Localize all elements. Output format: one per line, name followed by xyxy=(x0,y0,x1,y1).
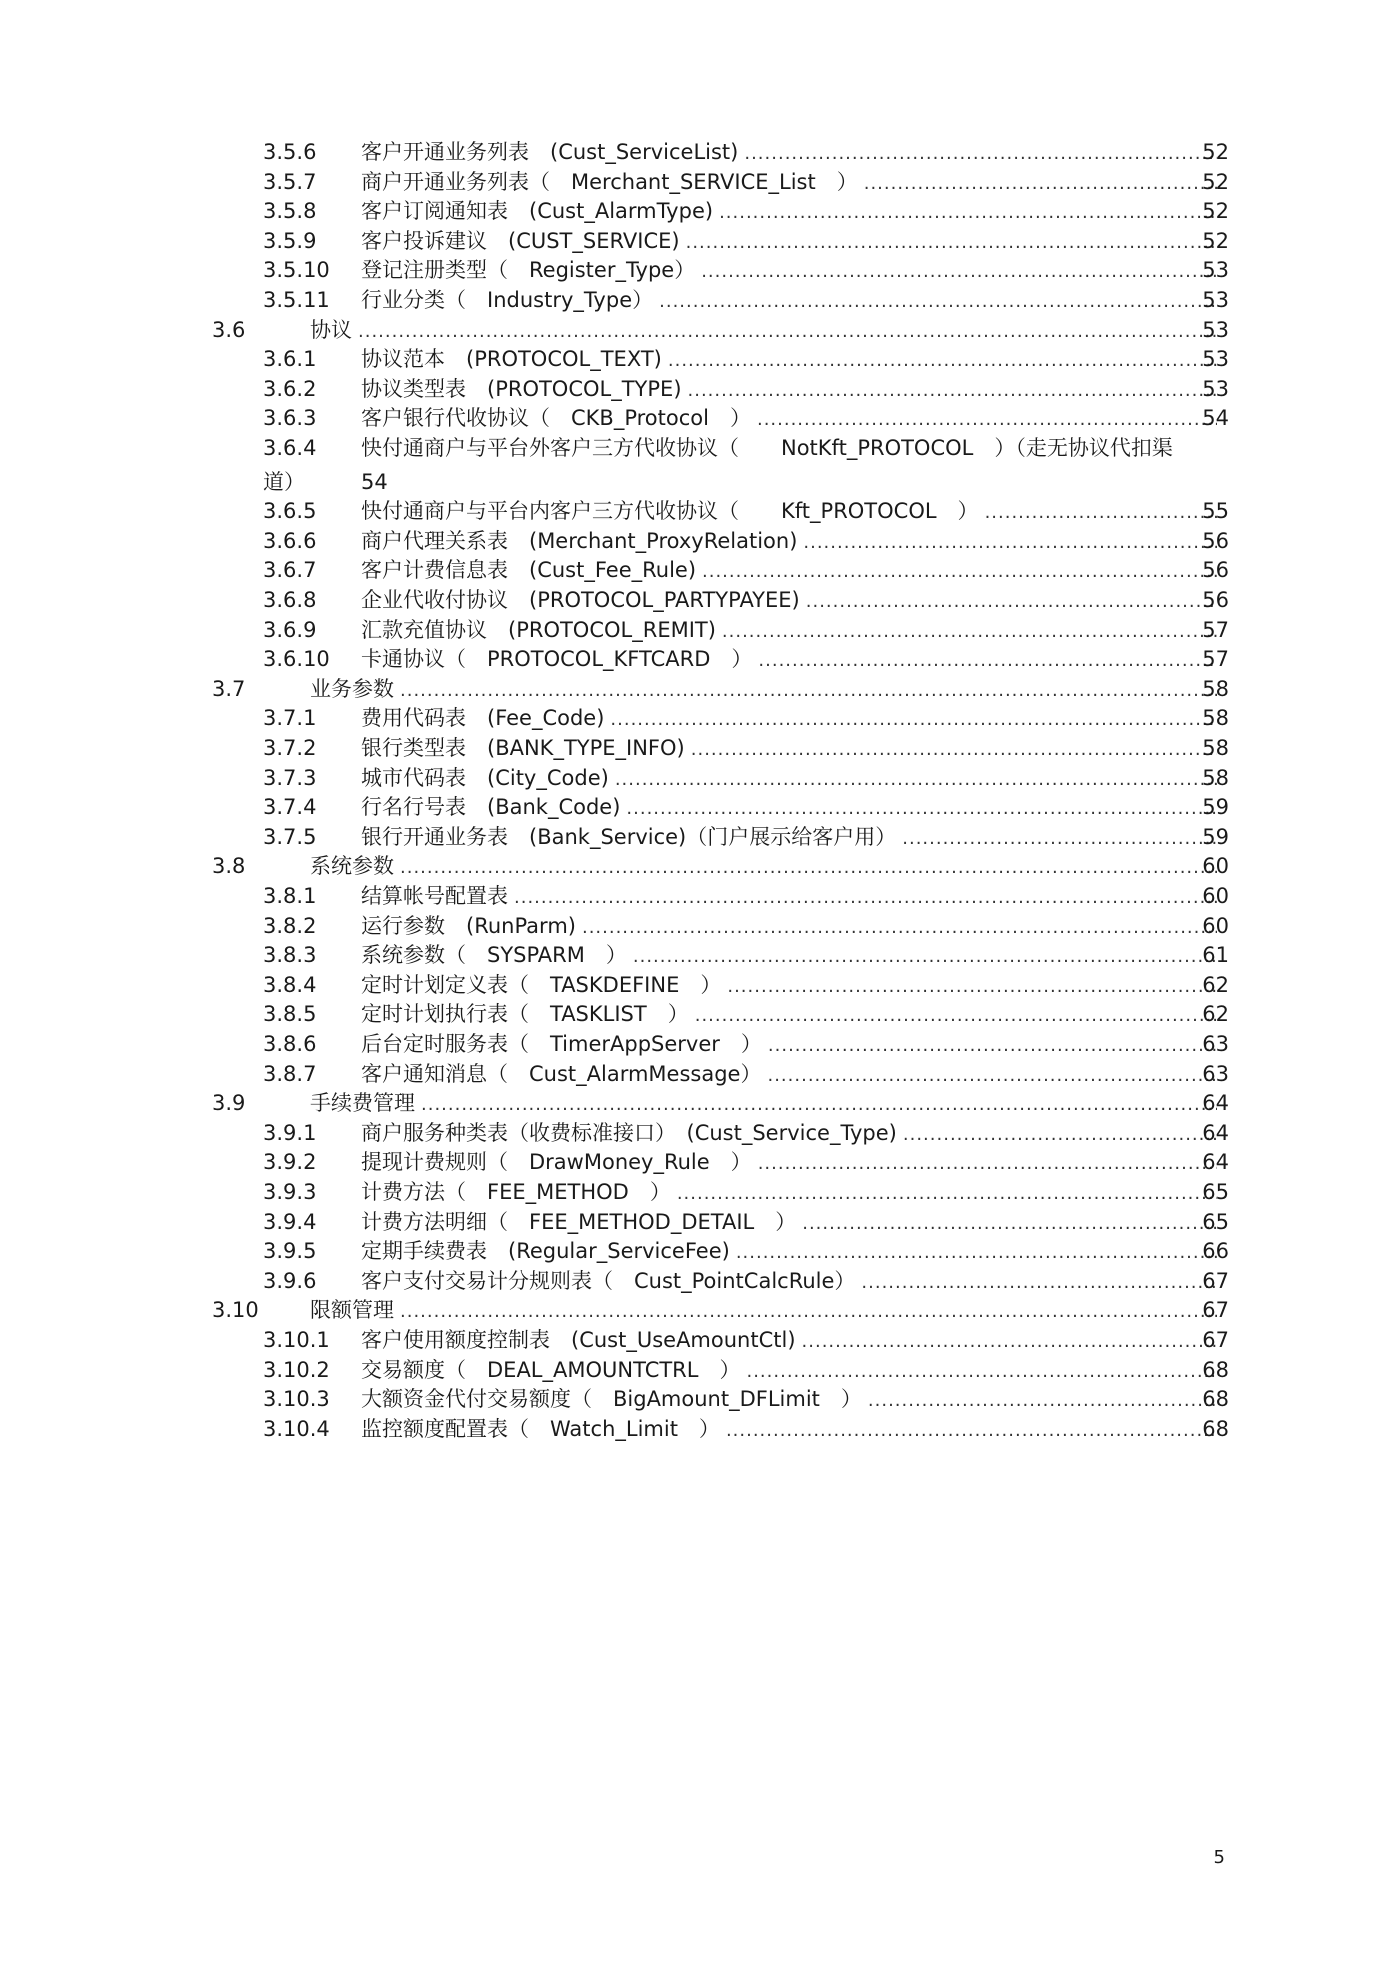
toc-entry-title: 卡通协议（ PROTOCOL_KFTCARD ） xyxy=(361,647,753,672)
toc-entry-title: 汇款充值协议 (PROTOCOL_REMIT) xyxy=(361,617,716,642)
toc-entry-title: 客户投诉建议 (CUST_SERVICE) xyxy=(361,228,680,253)
toc-entry-number: 3.7.2 xyxy=(263,736,317,760)
toc-entry-page: 52 xyxy=(1202,140,1229,164)
toc-entry-title: 客户支付交易计分规则表（ Cust_PointCalcRule） xyxy=(361,1268,856,1293)
toc-entry-page: 57 xyxy=(1202,617,1229,642)
toc-entry-page: 66 xyxy=(1202,1239,1229,1264)
toc-entry-page: 54 xyxy=(361,470,388,494)
toc-entry-page: 63 xyxy=(1202,1061,1229,1086)
toc-entry-page: 63 xyxy=(1202,1032,1229,1056)
toc-entry-title: 客户订阅通知表 (Cust_AlarmType) xyxy=(361,199,714,224)
toc-entry-title: 客户开通业务列表 (Cust_ServiceList) xyxy=(361,140,739,164)
toc-entry-number: 3.9.5 xyxy=(263,1239,317,1264)
toc-entry-page: 67 xyxy=(1202,1298,1229,1323)
toc-entry-title: 计费方法明细（ FEE_METHOD_DETAIL ） xyxy=(361,1209,797,1234)
toc-entry-number: 3.8.3 xyxy=(263,943,317,968)
toc-entry-page: 55 xyxy=(1202,499,1229,524)
toc-entry-page: 53 xyxy=(1202,317,1229,342)
toc-entry-number: 3.5.11 xyxy=(263,288,330,312)
toc-entry-page: 53 xyxy=(1202,288,1229,312)
toc-entry-title: 商户服务种类表（收费标准接口） (Cust_Service_Type) xyxy=(361,1120,897,1145)
toc-entry-page: 64 xyxy=(1202,1150,1229,1175)
toc-entry-title: 客户使用额度控制表 (Cust_UseAmountCtl) xyxy=(361,1328,796,1352)
toc-entry-page: 57 xyxy=(1202,647,1229,672)
toc-entry-page: 58 xyxy=(1202,706,1229,731)
toc-entry-title: 银行类型表 (BANK_TYPE_INFO) xyxy=(361,736,685,760)
toc-entry-title: 客户通知消息（ Cust_AlarmMessage） xyxy=(361,1061,762,1086)
toc-entry-title: 客户银行代收协议（ CKB_Protocol ） xyxy=(361,406,751,431)
toc-entry-number: 3.9.2 xyxy=(263,1150,317,1175)
toc-entry-title: 银行开通业务表 (Bank_Service)（门户展示给客户用） xyxy=(361,824,897,849)
toc-entry-number: 3.6.3 xyxy=(263,406,317,431)
toc-entry-title: 企业代收付协议 (PROTOCOL_PARTYPAYEE) xyxy=(361,588,800,612)
toc-entry-number: 3.9.1 xyxy=(263,1120,317,1145)
toc-entry-number: 3.6.5 xyxy=(263,499,317,524)
toc-entry-page: 60 xyxy=(1202,913,1229,938)
toc-entry-page: 56 xyxy=(1202,558,1229,583)
toc-entry-number: 3.7.3 xyxy=(263,765,317,790)
toc-entry-number: 3.6.9 xyxy=(263,617,317,642)
toc-entry-number: 3.7 xyxy=(212,676,246,701)
toc-entry-title: 提现计费规则（ DrawMoney_Rule ） xyxy=(361,1150,752,1175)
toc-entry-page: 67 xyxy=(1202,1268,1229,1293)
toc-entry-title: 客户计费信息表 (Cust_Fee_Rule) xyxy=(361,558,697,583)
toc-entry-number: 3.6.8 xyxy=(263,588,317,612)
toc-entry-page: 60 xyxy=(1202,854,1229,879)
toc-entry-title: 费用代码表 (Fee_Code) xyxy=(361,706,605,731)
toc-entry-title: 运行参数 (RunParm) xyxy=(361,913,576,938)
toc-entry-page: 53 xyxy=(1202,347,1229,372)
toc-entry-number: 3.8.6 xyxy=(263,1032,317,1056)
toc-entry-number: 3.8.2 xyxy=(263,913,317,938)
toc-entry-title: 行名行号表 (Bank_Code) xyxy=(361,795,621,820)
toc-entry-number: 3.6.10 xyxy=(263,647,330,672)
toc-entry-title: 定时计划定义表（ TASKDEFINE ） xyxy=(361,972,722,997)
toc-entry-page: 52 xyxy=(1202,169,1229,194)
toc-entry-number: 3.5.6 xyxy=(263,140,317,164)
toc-entry-title: 登记注册类型（ Register_Type） xyxy=(361,258,696,283)
toc-entry-page: 64 xyxy=(1202,1120,1229,1145)
toc-entry-number: 3.6.1 xyxy=(263,347,317,372)
toc-entry-title: 行业分类（ Industry_Type） xyxy=(361,288,654,312)
toc-entry-page: 56 xyxy=(1202,528,1229,553)
toc-entry-title: 业务参数 xyxy=(310,676,394,701)
toc-entry-page: 52 xyxy=(1202,199,1229,224)
toc-entry-page: 59 xyxy=(1202,824,1229,849)
toc-entry-page: 68 xyxy=(1202,1357,1229,1382)
toc-entry-title-continuation: 道） xyxy=(263,470,305,494)
toc-entry-title: 协议类型表 (PROTOCOL_TYPE) xyxy=(361,376,682,401)
toc-entry-number: 3.10.4 xyxy=(263,1416,330,1441)
toc-entry-title: 城市代码表 (City_Code) xyxy=(361,765,609,790)
toc-entry-number: 3.6.2 xyxy=(263,376,317,401)
toc-entry-page: 58 xyxy=(1202,676,1229,701)
toc-entry-number: 3.5.8 xyxy=(263,199,317,224)
toc-entry-page: 58 xyxy=(1202,765,1229,790)
toc-entry-number: 3.8.1 xyxy=(263,884,317,908)
toc-entry-title: 系统参数 xyxy=(310,854,394,879)
toc-entry[interactable] xyxy=(0,431,1395,503)
toc-entry-page: 67 xyxy=(1202,1328,1229,1352)
toc-entry-number: 3.9.6 xyxy=(263,1268,317,1293)
toc-entry-page: 62 xyxy=(1202,972,1229,997)
toc-entry-number: 3.7.5 xyxy=(263,824,317,849)
toc-entry-number: 3.6.7 xyxy=(263,558,317,583)
toc-entry-number: 3.5.9 xyxy=(263,228,317,253)
toc-entry-number: 3.6.4 xyxy=(263,436,317,460)
toc-entry-number: 3.6.6 xyxy=(263,528,317,553)
toc-entry-page: 53 xyxy=(1202,376,1229,401)
toc-entry-number: 3.10.3 xyxy=(263,1387,330,1412)
toc-entry-page: 68 xyxy=(1202,1387,1229,1412)
toc-entry-page: 62 xyxy=(1202,1002,1229,1027)
toc-entry-title: 结算帐号配置表 xyxy=(361,884,508,908)
toc-entry-title: 监控额度配置表（ Watch_Limit ） xyxy=(361,1416,720,1441)
toc-entry-title: 协议 xyxy=(310,317,352,342)
toc-entry-page: 61 xyxy=(1202,943,1229,968)
toc-entry-number: 3.6 xyxy=(212,317,246,342)
toc-entry-page: 52 xyxy=(1202,228,1229,253)
footer-page-number: 5 xyxy=(1213,1847,1225,1868)
toc-entry-title: 大额资金代付交易额度（ BigAmount_DFLimit ） xyxy=(361,1387,862,1412)
toc-entry-title-row xyxy=(361,1412,1217,1448)
toc-entry-title: 定时计划执行表（ TASKLIST ） xyxy=(361,1002,689,1027)
toc-entry-number: 3.8.7 xyxy=(263,1061,317,1086)
toc-entry-title: 手续费管理 xyxy=(310,1091,415,1116)
toc-entry-number: 3.5.7 xyxy=(263,169,317,194)
toc-entry-title: 商户代理关系表 (Merchant_ProxyRelation) xyxy=(361,528,798,553)
toc-entry-page: 59 xyxy=(1202,795,1229,820)
toc-entry-title: 商户开通业务列表（ Merchant_SERVICE_List ） xyxy=(361,169,858,194)
toc-entry-page: 64 xyxy=(1202,1091,1229,1116)
toc-entry-number: 3.9.3 xyxy=(263,1180,317,1204)
toc-entry-page: 68 xyxy=(1202,1416,1229,1441)
toc-entry[interactable] xyxy=(0,1412,1395,1446)
toc-entry-title: 协议范本 (PROTOCOL_TEXT) xyxy=(361,347,662,372)
toc-entry-number: 3.9.4 xyxy=(263,1209,317,1234)
toc-dot-leader xyxy=(726,1414,1217,1448)
toc-entry-number: 3.10 xyxy=(212,1298,259,1323)
toc-entry-number: 3.9 xyxy=(212,1091,246,1116)
toc-entry-page: 53 xyxy=(1202,258,1229,283)
toc-entry-page: 54 xyxy=(1202,406,1229,431)
toc-entry-page: 60 xyxy=(1202,884,1229,908)
toc-entry-page: 58 xyxy=(1202,736,1229,760)
toc-entry-title: 计费方法（ FEE_METHOD ） xyxy=(361,1180,671,1204)
toc-entry-number: 3.8.4 xyxy=(263,972,317,997)
toc-entry-number: 3.7.1 xyxy=(263,706,317,731)
toc-entry-title: 交易额度（ DEAL_AMOUNTCTRL ） xyxy=(361,1357,741,1382)
toc-entry-page: 56 xyxy=(1202,588,1229,612)
toc-entry-title: 快付通商户与平台内客户三方代收协议（ Kft_PROTOCOL ） xyxy=(361,499,979,524)
toc-entry-number: 3.8.5 xyxy=(263,1002,317,1027)
toc-entry-title: 定期手续费表 (Regular_ServiceFee) xyxy=(361,1239,730,1264)
toc-entry-title: 后台定时服务表（ TimerAppServer ） xyxy=(361,1032,762,1056)
toc-entry-title: 限额管理 xyxy=(310,1298,394,1323)
toc-entry-title: 快付通商户与平台外客户三方代收协议（ NotKft_PROTOCOL ）（走无协议代扣渠 xyxy=(361,436,1173,460)
toc-entry-page: 65 xyxy=(1202,1209,1229,1234)
toc-entry-number: 3.10.1 xyxy=(263,1328,330,1352)
toc-entry-title: 系统参数（ SYSPARM ） xyxy=(361,943,627,968)
toc-entry-number: 3.5.10 xyxy=(263,258,330,283)
toc-entry-number: 3.10.2 xyxy=(263,1357,330,1382)
toc-entry-number: 3.7.4 xyxy=(263,795,317,820)
toc-entry-number: 3.8 xyxy=(212,854,246,879)
toc-entry-page: 65 xyxy=(1202,1180,1229,1204)
